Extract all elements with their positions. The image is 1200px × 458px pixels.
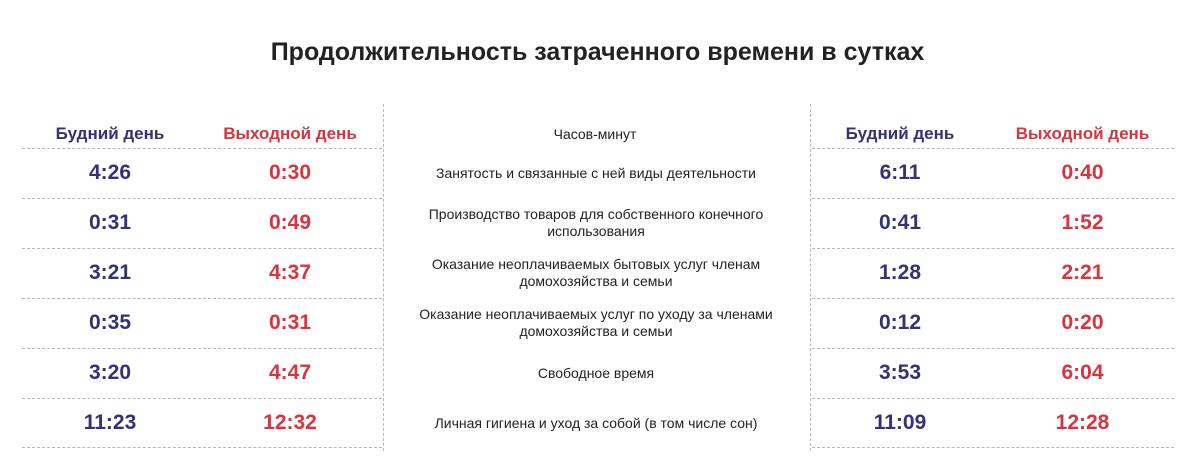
- left-weekend-value: 0:31: [268, 311, 312, 334]
- right-weekend-value: 0:40: [1061, 161, 1104, 184]
- right-weekday-value: 1:28: [878, 261, 922, 284]
- right-weekend-value: 2:21: [1061, 261, 1104, 284]
- activity-label: Свободное время: [537, 364, 655, 381]
- header-left-weekend: Выходной день: [223, 124, 357, 143]
- left-weekday-value: 3:21: [88, 261, 132, 284]
- left-weekend-value: 12:32: [263, 411, 317, 434]
- left-weekday-value: 4:26: [88, 161, 132, 184]
- right-weekday-value: 11:09: [873, 411, 927, 434]
- header-right-weekday: Будний день: [845, 124, 955, 143]
- header-right-weekend: Выходной день: [1015, 124, 1150, 143]
- right-weekend-value: 0:20: [1061, 311, 1104, 334]
- right-weekday-value: 3:53: [878, 361, 922, 384]
- activity-label: Занятость и связанные с ней виды деятельности: [436, 164, 756, 181]
- right-weekend-value: 6:04: [1061, 361, 1104, 384]
- page-title: Продолжительность затраченного времени в сутках: [270, 38, 925, 66]
- activity-label: Оказание неоплачиваемых бытовых услуг членам домохозяйства и семьи: [431, 256, 761, 289]
- right-weekday-value: 0:41: [878, 211, 922, 234]
- activity-label: Личная гигиена и уход за собой (в том числе сон): [434, 414, 758, 431]
- right-weekday-value: 6:11: [879, 161, 921, 184]
- header-left-weekday: Будний день: [55, 124, 165, 143]
- left-weekend-value: 4:37: [268, 261, 312, 284]
- left-weekend-value: 0:49: [268, 211, 312, 234]
- left-weekday-value: 0:31: [88, 211, 132, 234]
- header-middle: Часов-минут: [553, 126, 637, 142]
- activity-label: Производство товаров для собственного конечного использования: [428, 206, 764, 239]
- left-weekend-value: 0:30: [268, 161, 312, 184]
- column-divider-left: [383, 104, 384, 451]
- right-weekday-value: 0:12: [878, 311, 922, 334]
- left-weekday-value: 3:20: [88, 361, 132, 384]
- left-weekday-value: 0:35: [88, 311, 132, 334]
- left-weekend-value: 4:47: [268, 361, 312, 384]
- right-weekend-value: 12:28: [1055, 411, 1110, 434]
- left-weekday-value: 11:23: [83, 411, 137, 434]
- right-weekend-value: 1:52: [1061, 211, 1104, 234]
- activity-label: Оказание неоплачиваемых услуг по уходу за членами домохозяйства и семьи: [419, 306, 773, 339]
